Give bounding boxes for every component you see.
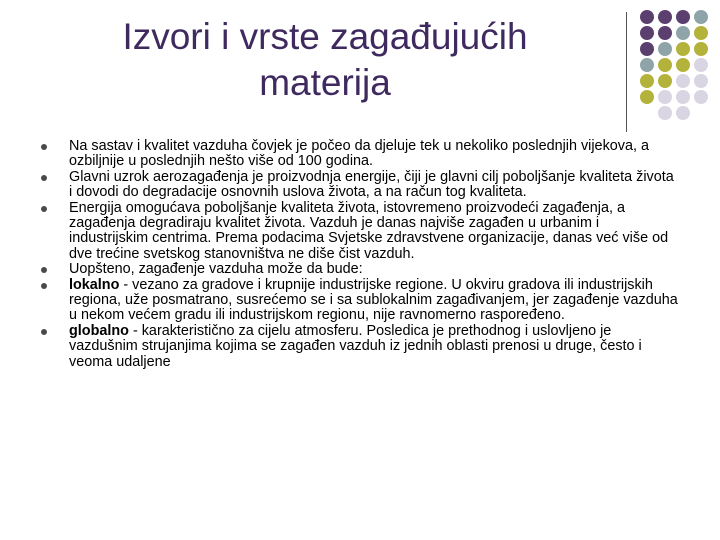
bullet-text: - karakteristično za cijelu atmosferu. Posledica je prethodnog i uslovljeno je vazdušnim strujanjima kojima se zagađen vazduh iz jednih oblasti prenosi u druge, često i veoma udaljene [69,322,642,370]
decorative-dot [640,42,654,56]
decorative-dot [694,10,708,24]
bullet-marker [41,175,47,181]
bullet-text: Glavni uzrok aerozagađenja je proizvodnja energije, čiji je glavni cilj poboljšanje kvaliteta života i dovodi do degradacije osnovnih uslova života, a na račun tog kvaliteta. [69,168,674,201]
decorative-dot [694,26,708,40]
decorative-dot [640,74,654,88]
decorative-dot [658,74,672,88]
slide-title: Izvori i vrste zagađujućih materija [122,16,528,103]
decorative-dot [676,58,690,72]
bullet-list [40,139,680,370]
decorative-dot [658,42,672,56]
decorative-dot [658,10,672,24]
bullet-marker [41,329,47,335]
bullet-marker [41,206,47,212]
decorative-dot [676,106,690,120]
decorative-dot [694,90,708,104]
bullet-text: Uopšteno, zagađenje vazduha može da bude: [69,261,363,278]
bullet-item [40,278,680,324]
bullet-term: lokalno [69,276,120,293]
bullet-term: globalno [69,322,129,339]
decorative-dot [640,26,654,40]
decorative-dot [658,58,672,72]
bullet-item [40,262,680,277]
bullet-text: - vezano za gradove i krupnije industrijske regione. U okviru gradova ili industrijskih regiona, uže posmatrano, susrećemo se i sa sublokalnim zagađivanjem, jer zagađenje vazduha u nekom većem gradu ili industrijskom regionu, nije ravnomerno raspoređeno. [69,276,678,324]
decorative-dot [694,74,708,88]
decorative-dot [658,90,672,104]
bullet-item [40,201,680,263]
bullet-item [40,324,680,370]
decorative-dot [658,106,672,120]
bullet-marker [41,267,47,273]
decorative-dot [694,42,708,56]
bullet-text: Na sastav i kvalitet vazduha čovjek je počeo da djeluje tek u nekoliko poslednjih vijekova, a ozbiljnije u poslednjih nešto više od 100 godina. [69,138,649,170]
divider-line [626,12,627,132]
decorative-dot [676,42,690,56]
decorative-dot [676,10,690,24]
decorative-dot [658,26,672,40]
decorative-dot [640,90,654,104]
dot-grid-decoration [640,10,720,120]
decorative-dot [676,90,690,104]
bullet-marker [41,144,47,150]
bullet-item [40,170,680,201]
decorative-dot [640,58,654,72]
bullet-text: Energija omogućava poboljšanje kvaliteta života, istovremeno proizvodeći zagađenja, a zagađenja degradiraju kvalitet života. Vazduh je danas najviše zagađen u urbanim i industrijskim centrima. Prema podacima Svjetske zdravstvene organizacije, danas već više od dve trećine svetskog stanovništva ne diše čist vazduh. [69,199,669,262]
decorative-dot [676,74,690,88]
bullet-item [40,139,680,170]
decorative-dot [676,26,690,40]
decorative-dot [640,10,654,24]
decorative-dot [694,58,708,72]
bullet-marker [41,283,47,289]
